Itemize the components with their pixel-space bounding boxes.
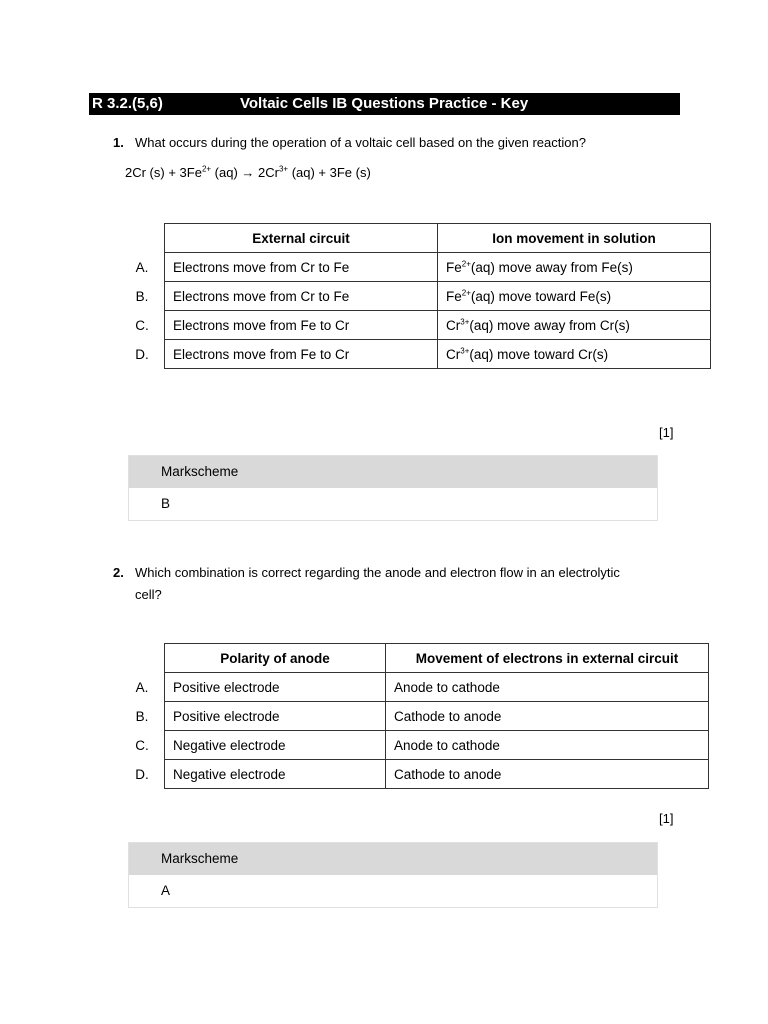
option-letter: D. (135, 346, 149, 362)
option-letter: C. (135, 737, 149, 753)
option-ion: $Fe^{2+}(aq)$ move away from Fe(s) (438, 253, 711, 282)
option-polarity: Positive electrode (165, 673, 386, 702)
markscheme-box (128, 842, 658, 908)
question-number: 1. (113, 135, 124, 150)
option-polarity: Positive electrode (165, 702, 386, 731)
column-header: External circuit (165, 224, 438, 253)
table-row (120, 702, 709, 731)
option-circuit: Electrons move from Fe to Cr (165, 311, 438, 340)
table-row (120, 760, 709, 789)
option-movement: Anode to cathode (386, 673, 709, 702)
markscheme-label: Markscheme (129, 456, 657, 488)
section-code: R 3.2.(5,6) (92, 95, 163, 112)
option-movement: Cathode to anode (386, 760, 709, 789)
table-row (120, 311, 711, 340)
option-circuit: Electrons move from Fe to Cr (165, 340, 438, 369)
markscheme-answer: B (129, 488, 657, 520)
option-letter: B. (135, 708, 149, 724)
column-header: Movement of electrons in external circuit (386, 644, 709, 673)
option-ion: $Fe^{2+}(aq)$ move toward Fe(s) (438, 282, 711, 311)
table-row (120, 731, 709, 760)
question-2 (113, 562, 673, 606)
document-header (89, 93, 680, 115)
markscheme-box (128, 455, 658, 521)
table-header-row (120, 224, 711, 253)
table-row (120, 673, 709, 702)
option-letter: A. (135, 259, 149, 275)
marks-value: [1] (659, 811, 674, 826)
column-header: Polarity of anode (165, 644, 386, 673)
question-text: What occurs during the operation of a voltaic cell based on the given reaction? (135, 135, 586, 150)
option-movement: Cathode to anode (386, 702, 709, 731)
table-row (120, 282, 711, 311)
option-ion: $Cr^{3+}(aq)$ move toward Cr(s) (438, 340, 711, 369)
question-text: Which combination is correct regarding the anode and electron flow in an electrolytic (135, 565, 620, 580)
reaction-equation: 2Cr $(s) + 3Fe^{2+}$ $(aq) \to 2Cr^{3+}$ (aq) + 3Fe (s) (125, 164, 371, 180)
option-circuit: Electrons move from Cr to Fe (165, 282, 438, 311)
question-1 (113, 132, 673, 154)
option-letter: A. (135, 679, 149, 695)
table-row (120, 253, 711, 282)
option-letter: C. (135, 317, 149, 333)
column-header: Ion movement in solution (438, 224, 711, 253)
options-table-2 (120, 643, 709, 789)
option-polarity: Negative electrode (165, 760, 386, 789)
question-number: 2. (113, 565, 124, 580)
option-ion: $Cr^{3+}(aq)$ move away from Cr(s) (438, 311, 711, 340)
question-text-continued: cell? (135, 587, 162, 602)
option-letter: D. (135, 766, 149, 782)
markscheme-answer: A (129, 875, 657, 907)
document-title: Voltaic Cells IB Questions Practice - Key (240, 95, 529, 112)
option-polarity: Negative electrode (165, 731, 386, 760)
marks-value: [1] (659, 425, 674, 440)
option-circuit: Electrons move from Cr to Fe (165, 253, 438, 282)
option-letter: B. (135, 288, 149, 304)
table-row (120, 340, 711, 369)
markscheme-label: Markscheme (129, 843, 657, 875)
options-table-1 (120, 223, 711, 369)
table-header-row (120, 644, 709, 673)
option-movement: Anode to cathode (386, 731, 709, 760)
